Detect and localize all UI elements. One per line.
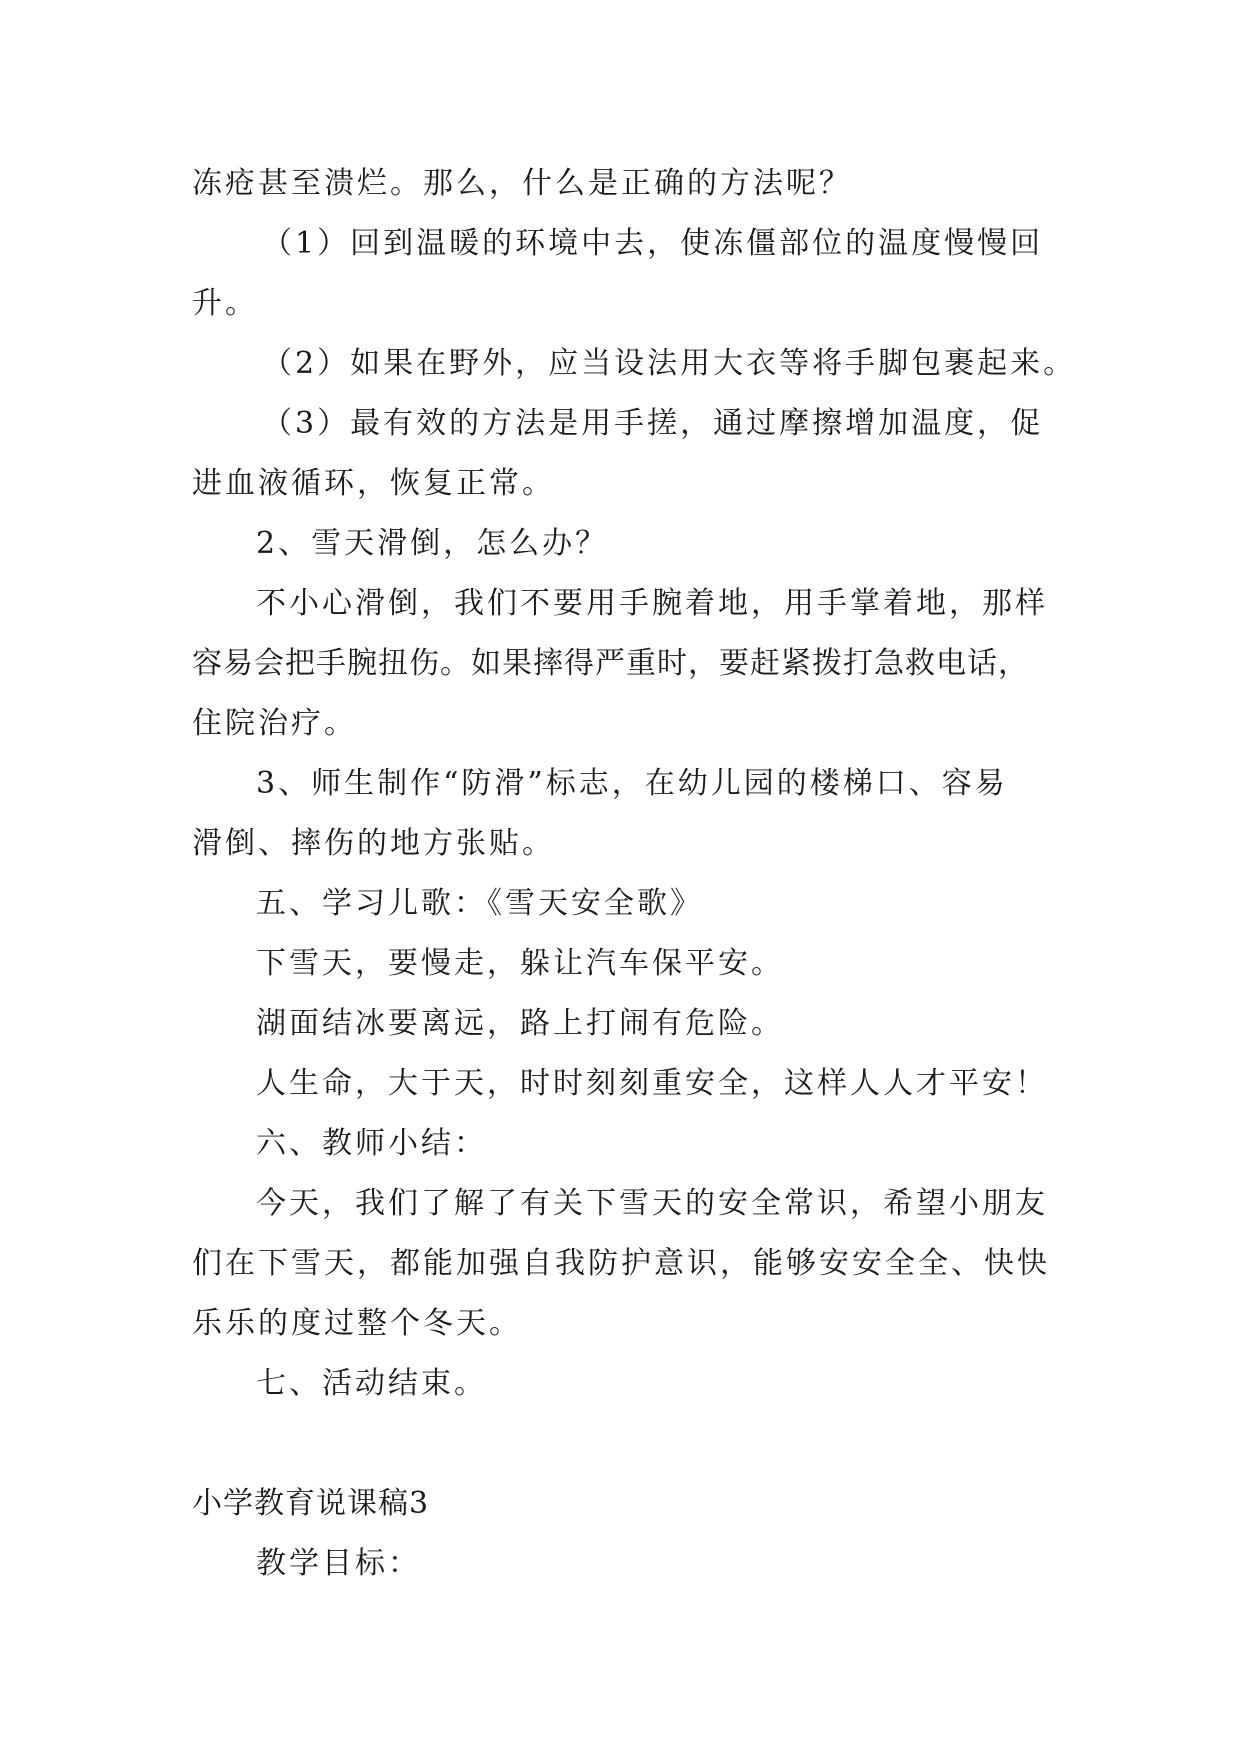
paragraph-line: 进血液循环，恢复正常。 [192, 466, 555, 501]
paragraph-line: 不小心滑倒，我们不要用手腕着地，用手掌着地，那样 [256, 586, 1048, 621]
document-title: 小学教育说课稿3 [192, 1486, 430, 1521]
section-heading: 六、教师小结： [256, 1126, 487, 1161]
paragraph-line: 冻疮甚至溃烂。那么，什么是正确的方法呢？ [192, 166, 852, 201]
section-heading: 七、活动结束。 [256, 1366, 487, 1401]
paragraph-line: 住院治疗。 [192, 706, 357, 741]
song-line: 下雪天，要慢走，躲让汽车保平安。 [256, 946, 784, 981]
section-heading: 五、学习儿歌：《雪天安全歌》 [256, 886, 703, 921]
paragraph-line: 容易会把手腕扭伤。如果摔得严重时，要赶紧拨打急救电话， [192, 646, 1029, 681]
paragraph-line: 3、师生制作“防滑”标志，在幼儿园的楼梯口、容易 [256, 766, 1008, 801]
section-heading: 2、雪天滑倒，怎么办？ [256, 526, 609, 561]
section-heading: 教学目标： [256, 1546, 421, 1581]
paragraph-line: （3）最有效的方法是用手搓，通过摩擦增加温度，促 [262, 406, 1044, 441]
song-line: 人生命，大于天，时时刻刻重安全，这样人人才平安！ [256, 1066, 1048, 1101]
paragraph-line: 升。 [192, 286, 258, 321]
paragraph-line: 滑倒、摔伤的地方张贴。 [192, 826, 555, 861]
paragraph-line: （2）如果在野外，应当设法用大衣等将手脚包裹起来。 [262, 346, 1077, 381]
paragraph-line: 今天，我们了解了有关下雪天的安全常识，希望小朋友 [256, 1186, 1048, 1221]
paragraph-line: 们在下雪天，都能加强自我防护意识，能够安安全全、快快 [192, 1246, 1050, 1281]
paragraph-line: （1）回到温暖的环境中去，使冻僵部位的温度慢慢回 [262, 226, 1044, 261]
song-line: 湖面结冰要离远，路上打闹有危险。 [256, 1006, 784, 1041]
paragraph-line: 乐乐的度过整个冬天。 [192, 1306, 522, 1341]
